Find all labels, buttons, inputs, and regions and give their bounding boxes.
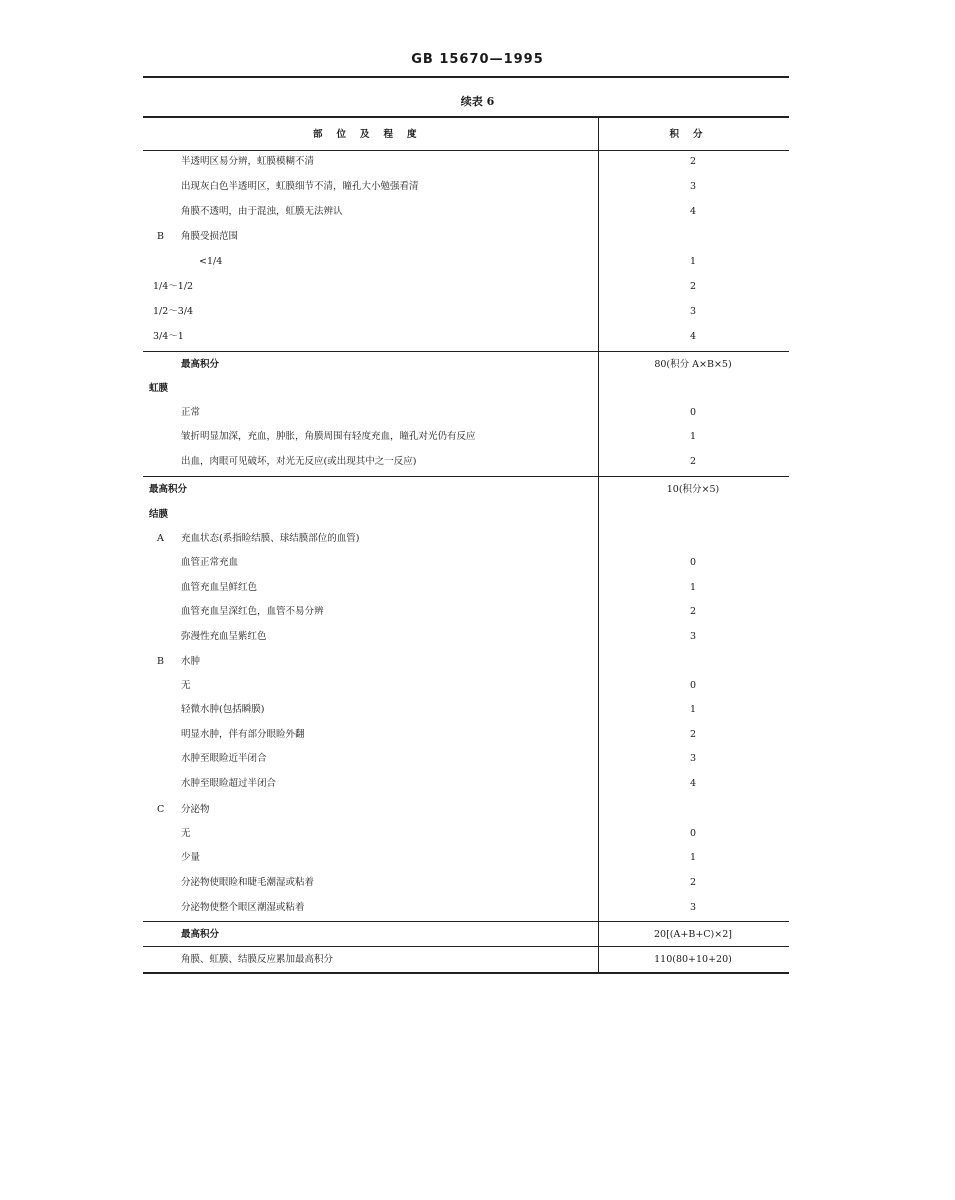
table-row — [143, 250, 789, 274]
row-description: 最高积分 — [149, 484, 188, 495]
row-score: 0 — [689, 680, 697, 691]
row-description: 角膜受损范围 — [181, 231, 239, 242]
row-description: 水肿至眼睑超过半闭合 — [181, 778, 277, 789]
row-score: 0 — [689, 828, 697, 839]
row-description: 3/4～1 — [153, 331, 184, 342]
table-row — [143, 650, 789, 674]
row-score: 3 — [689, 631, 697, 642]
row-score: 2 — [689, 729, 697, 740]
row-description: 角膜不透明，由于混浊，虹膜无法辨认 — [181, 206, 343, 217]
row-score: 1 — [689, 256, 697, 267]
table-row — [143, 896, 789, 920]
row-description: 分泌物 — [181, 804, 210, 815]
row-score: 3 — [689, 753, 697, 764]
row-description: 出现灰白色半透明区，虹膜细节不清，瞳孔大小勉强看清 — [181, 181, 419, 192]
row-description: 轻微水肿(包括瞬膜) — [181, 704, 265, 715]
row-score: 2 — [689, 156, 697, 167]
row-section-label: C — [157, 804, 165, 815]
row-section-label: A — [157, 533, 164, 544]
row-description: 皱折明显加深，充血，肿胀，角膜周围有轻度充血，瞳孔对光仍有反应 — [181, 431, 476, 442]
row-description: 正常 — [181, 407, 201, 418]
row-score: 2 — [689, 877, 697, 888]
header-score: 积分 — [669, 129, 717, 140]
table-row — [143, 401, 789, 425]
row-description: 角膜、虹膜、结膜反应累加最高积分 — [181, 954, 334, 965]
table-row — [143, 503, 789, 527]
row-description: 出血，肉眼可见破坏，对光无反应(或出现其中之一反应) — [181, 456, 417, 467]
row-score: 3 — [689, 181, 697, 192]
table-row — [143, 674, 789, 698]
row-score: 0 — [689, 407, 697, 418]
table-row — [143, 150, 789, 174]
table-row — [143, 798, 789, 822]
table-row — [143, 822, 789, 846]
standard-number: GB 15670—1995 — [411, 52, 544, 67]
row-score: 1 — [689, 704, 697, 715]
row-description: 结膜 — [149, 509, 169, 520]
row-score: 1 — [689, 431, 697, 442]
table-title: 续表 6 — [460, 95, 495, 108]
table-row — [143, 698, 789, 722]
row-description: 少量 — [181, 852, 201, 863]
row-description: 明显水肿，伴有部分眼睑外翻 — [181, 729, 305, 740]
row-score: 2 — [689, 281, 697, 292]
row-description: 血管正常充血 — [181, 557, 239, 568]
row-score: 20[(A+B+C)×2] — [654, 929, 732, 940]
table-row — [143, 325, 789, 349]
table-bottom-rule — [143, 972, 789, 974]
table-row — [143, 450, 789, 474]
row-score: 1 — [689, 852, 697, 863]
table-row — [143, 200, 789, 224]
row-score: 10(积分×5) — [666, 484, 720, 495]
table-row — [143, 478, 789, 502]
row-score: 4 — [689, 778, 697, 789]
row-description: 最高积分 — [181, 929, 220, 940]
row-description: 无 — [181, 828, 191, 839]
table-row-rule — [143, 351, 789, 352]
row-section-label: B — [157, 656, 164, 667]
table-row — [143, 625, 789, 649]
table-row — [143, 576, 789, 600]
row-score: 2 — [689, 456, 697, 467]
row-description: 水肿至眼睑近半闭合 — [181, 753, 267, 764]
table-row-rule — [143, 921, 789, 922]
row-score: 80(积分 A×B×5) — [654, 359, 732, 370]
table-row — [143, 600, 789, 624]
row-score: 110(80+10+20) — [654, 954, 732, 965]
table-top-rule — [143, 116, 789, 118]
table-row — [143, 772, 789, 796]
table-row — [143, 175, 789, 199]
table-row — [143, 300, 789, 324]
row-description: 充血状态(系指睑结膜、球结膜部位的血管) — [181, 533, 360, 544]
table-row — [143, 275, 789, 299]
row-description: 无 — [181, 680, 191, 691]
table-row — [143, 747, 789, 771]
header-description: 部位及程度 — [313, 129, 431, 140]
row-score: 1 — [689, 582, 697, 593]
row-description: 虹膜 — [149, 383, 169, 394]
table-row — [143, 425, 789, 449]
row-description: 半透明区易分辨，虹膜模糊不清 — [181, 156, 315, 167]
table-row — [143, 377, 789, 401]
table-row — [143, 871, 789, 895]
table-row — [143, 923, 789, 947]
table-row — [143, 846, 789, 870]
column-divider — [598, 116, 599, 973]
row-description: <1/4 — [199, 256, 223, 267]
table-header-row — [143, 123, 789, 147]
row-description: 1/2～3/4 — [153, 306, 194, 317]
row-score: 4 — [689, 331, 697, 342]
row-description: 分泌物使整个眼区潮湿或粘着 — [181, 902, 305, 913]
row-description: 1/4～1/2 — [153, 281, 194, 292]
table-row — [143, 353, 789, 377]
header-rule — [143, 76, 789, 78]
row-score: 2 — [689, 606, 697, 617]
row-description: 血管充血呈鲜红色 — [181, 582, 258, 593]
row-score: 0 — [689, 557, 697, 568]
table-row-rule — [143, 476, 789, 477]
table-row — [143, 225, 789, 249]
row-description: 水肿 — [181, 656, 201, 667]
row-score: 3 — [689, 306, 697, 317]
row-description: 弥漫性充血呈紫红色 — [181, 631, 267, 642]
row-description: 血管充血呈深红色，血管不易分辨 — [181, 606, 324, 617]
table-row — [143, 551, 789, 575]
table-row-rule — [143, 946, 789, 947]
table-row — [143, 723, 789, 747]
row-score: 3 — [689, 902, 697, 913]
row-description: 分泌物使眼睑和睫毛潮湿或粘着 — [181, 877, 315, 888]
row-section-label: B — [157, 231, 164, 242]
table-row — [143, 527, 789, 551]
table-row — [143, 948, 789, 972]
row-description: 最高积分 — [181, 359, 220, 370]
row-score: 4 — [689, 206, 697, 217]
